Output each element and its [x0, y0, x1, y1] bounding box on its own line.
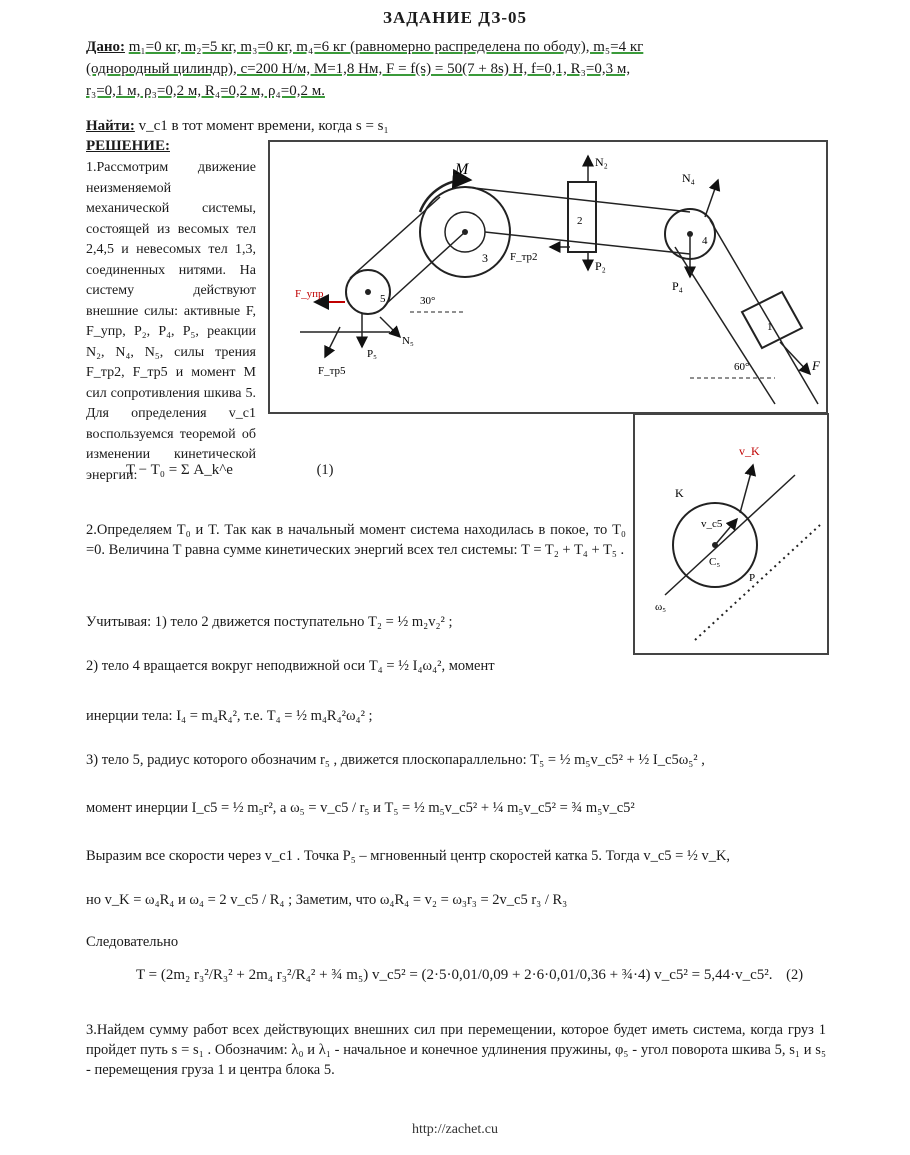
paragraph-2: 2.Определяем T₀ и T. Так как в начальный момент система находилась в покое, то T₀ =0. Величина T равна сумме кинетических энергий всех тел системы: T = T₂ + T₄ + T₅ .: [86, 522, 626, 558]
label-K: K: [675, 486, 684, 500]
label-Ftr2: F_тр2: [510, 251, 538, 263]
find-label: Найти:: [86, 118, 135, 134]
eq2-formula: T = (2m₂ r₃²/R₃² + 2m₄ r₃²/R₄² + ¾ m₅) v_c5² = (2·5·0,01/0,09 + 2·6·0,01/0,36 + ¾·4) v_c5² = 5,44·v_c5².: [136, 967, 773, 983]
given-block: [86, 36, 826, 102]
label-angle-60: 60°: [734, 361, 750, 373]
mechanism-figure: [268, 140, 828, 414]
solution-intro: 1.Рассмотрим движение неизменяемой механической системы, состоящей из весомых тел 2,4,5 и невесомых тел 1,3, соединенных нитями. На систему действуют внешние силы: активные F, F_упр, P₂, P₄, P₅, реакции N₂, N₄, N₅, силы трения F_тр2, F_тр5 и момент M сил сопротивления шкива 5. Для определения v_c1 воспользуемся теоремой об изменении кинетической энергии:: [86, 160, 256, 483]
paragraph-10: Следовательно: [86, 934, 179, 950]
equation-1: [86, 460, 826, 480]
label-N5: N₅: [402, 335, 414, 347]
eq2-number: (2): [786, 967, 804, 983]
paragraph-11: 3.Найдем сумму работ всех действующих внешних сил при перемещении, которое будет иметь система, когда груз 1 пройдет путь s = s₁ . Обозначим: λ₀ и λ₁ - начальное и конечное удлинения пружины, φ₅ - угол поворота шкива 5, s₁ и s₅ - перемещения груза 1 и центра блока 5.: [86, 1022, 826, 1078]
label-body-4: 4: [702, 235, 708, 247]
label-body-2: 2: [577, 215, 583, 227]
equation-2: [86, 965, 826, 985]
solution-heading: РЕШЕНИЕ:: [86, 138, 170, 154]
label-body-5: 5: [380, 293, 386, 305]
label-angle-30: 30°: [420, 295, 436, 307]
label-body-1: 1: [767, 321, 773, 333]
page-title: ЗАДАНИЕ ДЗ-05: [382, 8, 527, 27]
label-vc5: v_c5: [701, 518, 723, 530]
label-C5: C₅: [709, 556, 721, 568]
given-label: Дано:: [86, 39, 125, 55]
label-Ftr5: F_тр5: [318, 365, 346, 377]
label-vK: v_K: [739, 444, 760, 458]
body-1-block: [742, 292, 802, 348]
paragraph-5: инерции тела: I₄ = m₄R₄², т.е. T₄ = ½ m₄R₄²ω₄² ;: [86, 708, 373, 724]
label-P5: P₅: [367, 348, 377, 360]
given-line-2: (однородный цилиндр), c=200 Н/м, M=1,8 Нм, F = f(s) = 50(7 + 8s) Н, f=0,1, R₃=0,3 м,: [86, 61, 631, 77]
label-body-3: 3: [482, 251, 488, 265]
paragraph-3: Учитывая: 1) тело 2 движется поступательно T₂ = ½ m₂v₂² ;: [86, 614, 453, 630]
paragraph-4: 2) тело 4 вращается вокруг неподвижной оси T₄ = ½ I₄ω₄², момент: [86, 658, 495, 674]
roller-diagram: [635, 415, 827, 653]
eq1-number: (1): [316, 462, 334, 478]
footer-url: http://zachet.cu: [412, 1122, 498, 1137]
label-M: M: [455, 161, 469, 178]
find-block: [86, 118, 389, 135]
find-text: v_c1 в тот момент времени, когда s = s₁: [134, 118, 389, 134]
given-line-3: r₃=0,1 м, ρ₃=0,2 м, R₄=0,2 м, ρ₄=0,2 м.: [86, 83, 325, 99]
label-P: P: [749, 572, 756, 584]
label-N2: N₂: [595, 155, 608, 169]
mechanism-diagram: [270, 142, 826, 412]
label-F: F: [812, 358, 820, 373]
paragraph-6: 3) тело 5, радиус которого обозначим r₅ , движется плоскопараллельно: T₅ = ½ m₅v_c5² + ½ I_c5ω₅² ,: [86, 752, 705, 768]
label-Fupr: F_упр: [295, 288, 324, 300]
label-N4: N₄: [682, 171, 695, 185]
paragraph-8: Выразим все скорости через v_c1 . Точка P₅ – мгновенный центр скоростей катка 5. Тогда v_c5 = ½ v_K,: [86, 848, 731, 864]
given-line-1: m₁=0 кг, m₂=5 кг, m₃=0 кг, m₄=6 кг (равномерно распределена по ободу), m₅=4 кг: [128, 39, 644, 55]
label-P2: P₂: [595, 259, 606, 273]
label-omega5: ω₅: [655, 601, 667, 613]
paragraph-7: момент инерции I_c5 = ½ m₅r², а ω₅ = v_c5 / r₅ и T₅ = ½ m₅v_c5² + ¼ m₅v_c5² = ¾ m₅v_c5²: [86, 800, 635, 816]
paragraph-9: но v_K = ω₄R₄ и ω₄ = 2 v_c5 / R₄ ; Заметим, что ω₄R₄ = v₂ = ω₃r₃ = 2v_c5 r₃ / R₃: [86, 892, 568, 908]
label-P4: P₄: [672, 279, 683, 293]
eq1-formula: T − T₀ = Σ A_k^e: [126, 462, 233, 478]
roller-figure: [633, 413, 829, 655]
